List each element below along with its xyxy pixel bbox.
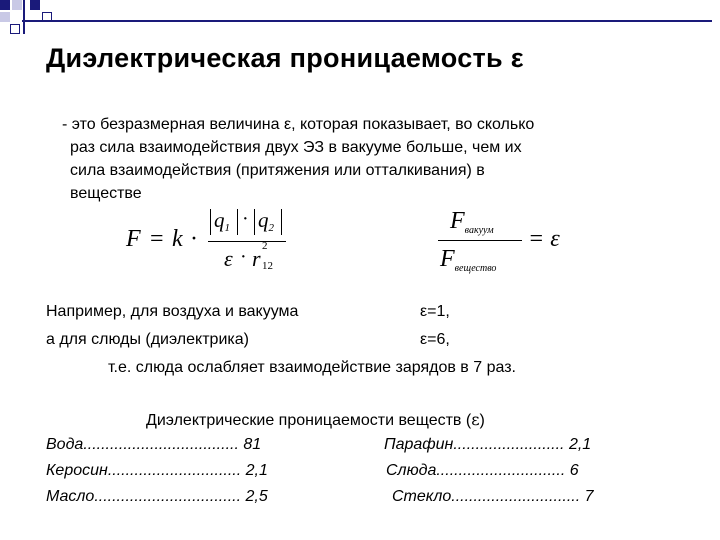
abs-bar: [237, 209, 238, 235]
ratio-numerator: $F_{вакуум}$: [450, 208, 494, 236]
formula-dot: ·: [190, 226, 198, 252]
fraction-line: [208, 241, 286, 242]
table-row-right: Слюда............................. 6: [386, 462, 579, 479]
formula-k: k: [172, 226, 183, 252]
header-rule-vertical: [23, 0, 25, 34]
formula-lhs: F: [126, 226, 141, 252]
distance-subscript: 12: [262, 260, 273, 272]
charge-q1: q1: [214, 208, 230, 234]
coulomb-formula: [126, 204, 296, 284]
header-rule: [22, 20, 712, 22]
example-value: ε=1,: [420, 303, 450, 320]
deco-square: [10, 24, 20, 34]
deco-square: [30, 0, 40, 10]
deco-square: [0, 12, 10, 22]
example-line: Например, для воздуха и вакуума: [46, 303, 299, 320]
table-row-right: Парафин......................... 2,1: [384, 436, 592, 453]
definition-line: веществе: [70, 185, 142, 202]
ratio-equals-epsilon: = ε: [528, 226, 560, 252]
page-title: Диэлектрическая проницаемость ε: [46, 43, 524, 73]
distance-r: r: [252, 246, 261, 271]
deco-square: [0, 0, 10, 10]
charge-q2: q2: [258, 208, 274, 234]
ratio-denominator: $F_{вещество}$: [440, 246, 497, 274]
table-row-right: Стекло............................. 7: [392, 488, 594, 505]
denominator-epsilon: ε: [224, 246, 233, 271]
example-value: ε=6,: [420, 331, 450, 348]
fraction-line: [438, 240, 522, 241]
distance-power: 2: [262, 240, 268, 252]
table-row-left: Масло................................. 2,5: [46, 488, 268, 505]
formula-equals: =: [150, 226, 164, 252]
definition-paragraph: [62, 113, 672, 205]
denominator-dot: ·: [240, 246, 247, 268]
table-row-left: Керосин.............................. 2,1: [46, 462, 268, 479]
abs-bar: [254, 209, 255, 235]
charge-dot: ·: [242, 208, 249, 230]
example-conclusion: т.е. слюда ослабляет взаимодействие зарядов в 7 раз.: [108, 359, 516, 376]
permittivity-ratio-formula: [436, 206, 596, 282]
deco-square: [12, 0, 22, 10]
table-caption: Диэлектрические проницаемости веществ (ε): [146, 410, 485, 429]
definition-line: сила взаимодействия (притяжения или отталкивания) в: [70, 162, 485, 179]
abs-bar: [210, 209, 211, 235]
abs-bar: [281, 209, 282, 235]
table-row-left: Вода................................... 81: [46, 436, 262, 453]
definition-line: - это безразмерная величина ε, которая показывает, во сколько: [62, 116, 535, 133]
definition-line: раз сила взаимодействия двух ЭЗ в вакууме больше, чем их: [70, 139, 522, 156]
example-line: а для слюды (диэлектрика): [46, 331, 249, 348]
